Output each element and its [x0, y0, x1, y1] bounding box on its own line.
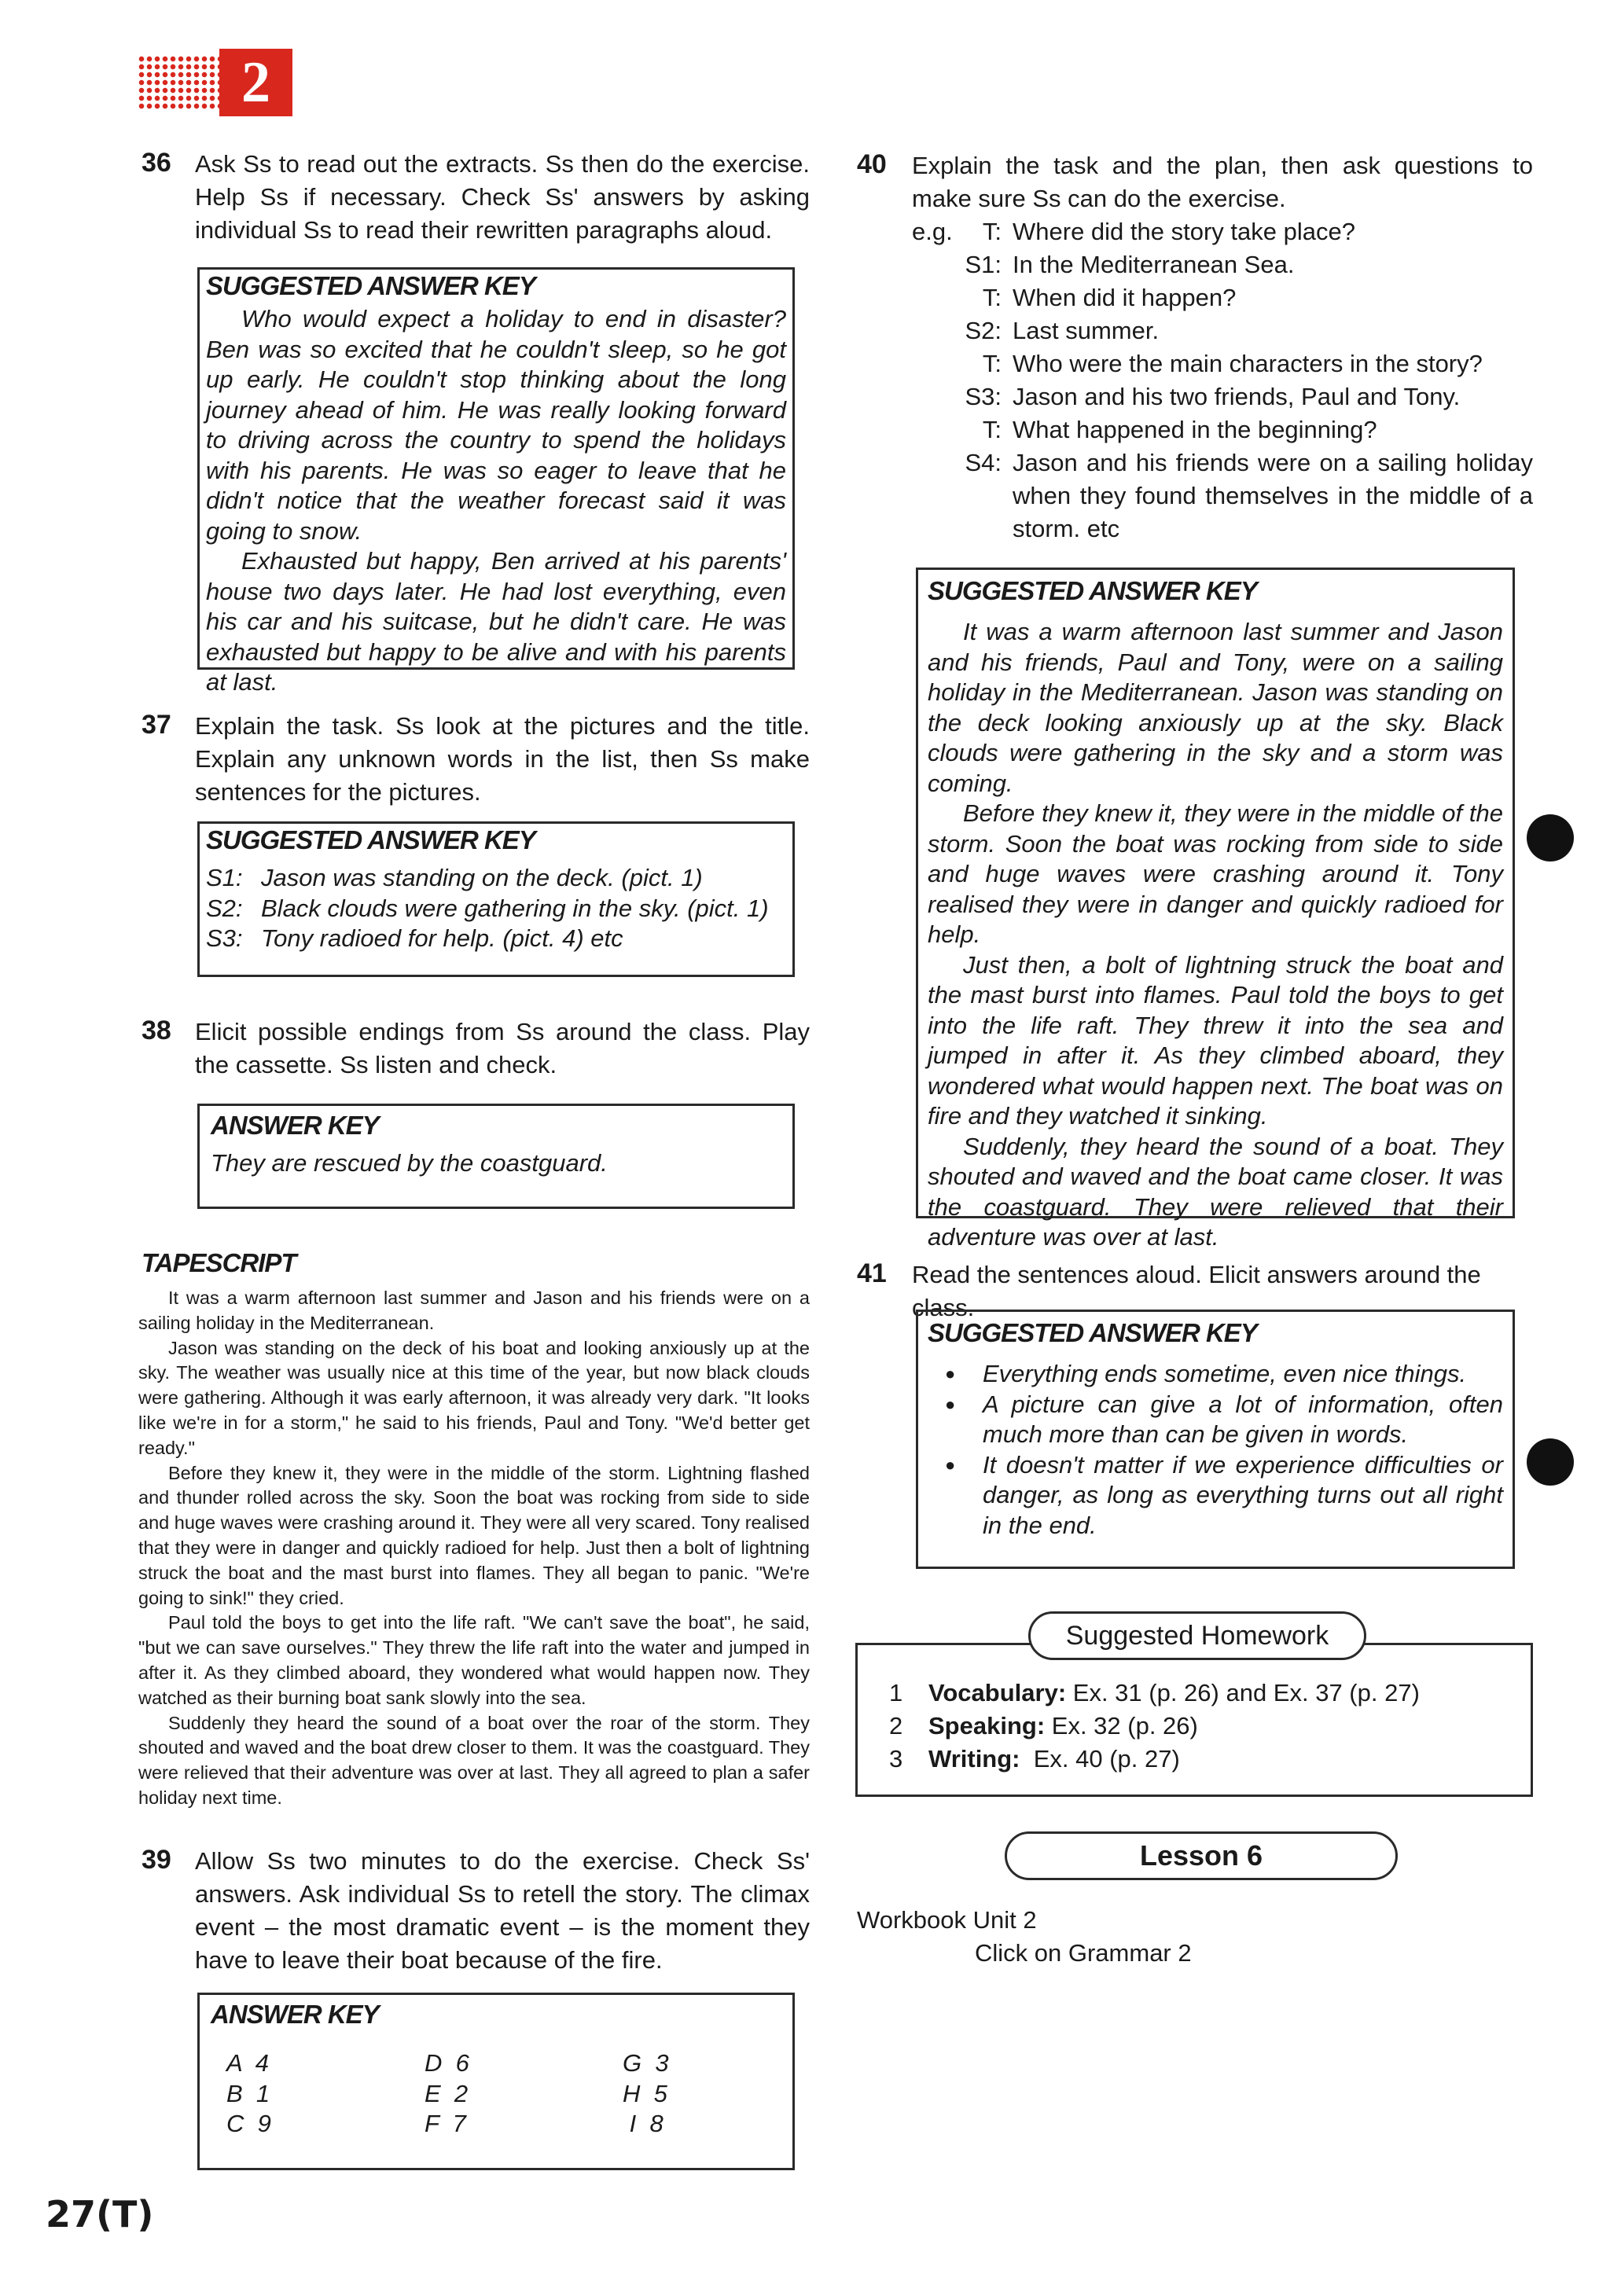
homework-text: Ex. 31 (p. 26) and Ex. 37 (p. 27): [1066, 1679, 1420, 1706]
answer-cell: C 9: [226, 2110, 271, 2137]
answer-line: [206, 894, 786, 924]
tapescript-paragraph: Suddenly they heard the sound of a boat over the roar of the storm. They shouted and waved and the boat drew closer to them. It was the coastguard. They were relieved that their adventure was over at last. They all agreed to plan a safer holiday next time.: [138, 1712, 810, 1808]
speaker-label: T:: [982, 416, 1002, 443]
answer-cell: G 3: [623, 2049, 669, 2077]
speaker-label: S3:: [965, 383, 1002, 410]
answer-key-paragraph: It was a warm afternoon last summer and Jason and his friends, Paul and Tony, were on a sailing holiday in the Mediterranean. Jason was standing on the deck looking anxiously up at the sky. Black clouds were gathering in the sky and a storm was coming.: [928, 618, 1503, 797]
answer-key-paragraph: Who would expect a holiday to end in disaster? Ben was so excited that he couldn't sleep, so he got up early. He couldn't stop thinking about the long journey ahead of him. He was really looking forward to driving across the country to spend the holidays with his parents. He was so eager to leave that he didn't notice that the weather forecast said it was going to snow.: [206, 305, 786, 545]
exercise-41-answer-key: [916, 1310, 1515, 1569]
tapescript-paragraph: Jason was standing on the deck of his boat and looking anxiously up at the sky. The weather was usually nice at this time of the year, but now black clouds were gathering. Although it was early afternoon, it was already very dark. "It looks like we're in for a storm," he said to his friends, Paul and Tony. "We'd better get ready.": [138, 1337, 810, 1458]
answer-cell: H 5: [623, 2079, 667, 2107]
answer-key-title: ANSWER KEY: [211, 1111, 379, 1140]
dialogue-line: [958, 380, 1533, 413]
dialogue-line: [958, 347, 1533, 380]
exercise-40-answer-key: [916, 568, 1515, 1251]
answer-key-paragraph: Before they knew it, they were in the middle of the storm. Soon the boat was rocking from side to side and huge waves were crashing around it. Tony realised they were in danger and quickly radioed for help.: [928, 799, 1503, 948]
dialogue-text: Who were the main characters in the story?: [1013, 350, 1483, 377]
homework-text: Ex. 32 (p. 26): [1045, 1712, 1198, 1739]
answer-key-title: SUGGESTED ANSWER KEY: [206, 825, 535, 854]
dialogue-text: In the Mediterranean Sea.: [1013, 251, 1295, 278]
answer-key-paragraph: Just then, a bolt of lightning struck the boat and the mast burst into flames. Paul told the boys to get into the life raft. They threw it into the sea and jumped in after it. As they climbed aboard, they wondered what would happen next. The boat was on fire and they watched it sinking.: [928, 950, 1503, 1130]
answer-cell: A 4: [226, 2049, 269, 2077]
dialogue-text: Last summer.: [1013, 317, 1160, 344]
dialogue-text: Jason and his friends were on a sailing holiday when they found themselves in the middle of a storm. etc: [1013, 449, 1533, 542]
homework-item: [889, 1677, 1507, 1710]
homework-box: [855, 1643, 1533, 1797]
dialogue-text: What happened in the beginning?: [1013, 416, 1377, 443]
exercise-41-instructions: Read the sentences aloud. Elicit answers around the class.: [912, 1261, 1481, 1321]
exercise-36-instructions: Ask Ss to read out the extracts. Ss then do the exercise. Help Ss if necessary. Check Ss' answers by asking individual Ss to read their rewritten paragraphs aloud.: [195, 150, 810, 244]
exercise-number-37: 37: [142, 710, 171, 740]
homework-label: Vocabulary:: [928, 1679, 1067, 1706]
answer-key-text: They are rescued by the coastguard.: [211, 1149, 608, 1177]
bullet-item: ● Everything ends sometime, even nice things.: [983, 1359, 1503, 1390]
answer-key-title: SUGGESTED ANSWER KEY: [206, 271, 535, 300]
unit-number-box: 2: [219, 49, 292, 116]
speaker-label: S4:: [965, 449, 1002, 476]
speaker-label: S2:: [206, 894, 243, 922]
tapescript-paragraph: Paul told the boys to get into the life raft. "We can't save the boat", he said, "but we can save ourselves." They threw the life raft into the water and jumped in after it. As they climbed aboard, they wondered what would happen now. They watched as their burning boat sank slowly into the sea.: [138, 1612, 810, 1708]
homework-text: Ex. 40 (p. 27): [1020, 1745, 1180, 1773]
exercise-number-36: 36: [142, 148, 171, 178]
homework-title: Suggested Homework: [1028, 1611, 1366, 1660]
homework-label: Writing:: [928, 1745, 1020, 1773]
dialogue-text: Where did the story take place?: [1013, 218, 1355, 245]
answer-key-title: SUGGESTED ANSWER KEY: [928, 576, 1257, 605]
example-dialogue: [958, 215, 1533, 546]
page-number: 27(T): [46, 2193, 154, 2235]
speaker-label: T:: [982, 218, 1002, 245]
bullet-item: ● It doesn't matter if we experience difficulties or danger, as long as everything turns out all right in the end.: [983, 1450, 1503, 1541]
exercise-36-answer-key: [197, 267, 795, 696]
dialogue-line: [958, 314, 1533, 347]
tapescript-paragraph: It was a warm afternoon last summer and Jason and his friends were on a sailing holiday in the Mediterranean.: [138, 1288, 810, 1333]
exercise-40-instructions: Explain the task and the plan, then ask questions to make sure Ss can do the exercise.: [912, 152, 1533, 212]
dialogue-text: Jason and his two friends, Paul and Tony.: [1013, 383, 1461, 410]
answer-key-bullets: [928, 1359, 1503, 1541]
bullet-item: ● A picture can give a lot of information, often much more than can be given in words.: [983, 1390, 1503, 1450]
speaker-label: S3:: [206, 924, 243, 952]
answer-key-paragraph: Suddenly, they heard the sound of a boat. They shouted and waved and the boat came closer. It was the coastguard. They were relieved that their adventure was over at last.: [928, 1132, 1503, 1251]
dialogue-line: [958, 215, 1533, 248]
answer-grid: [211, 2048, 781, 2140]
dialogue-line: [958, 248, 1533, 281]
answer-key-paragraph: Exhausted but happy, Ben arrived at his parents' house two days later. He had lost everything, even his car and his suitcase, but he didn't care. He was exhausted but happy to be alive and with his parents at last.: [206, 547, 786, 696]
speaker-label: T:: [982, 350, 1002, 377]
exercise-37-instructions: Explain the task. Ss look at the pictures and the title. Explain any unknown words in the list, then Ss make sentences for the pictures.: [195, 712, 810, 806]
homework-number: 1: [889, 1679, 903, 1706]
answer-cell: F 7: [425, 2110, 466, 2137]
exercise-number-41: 41: [857, 1258, 887, 1288]
margin-bullet-dot: [1527, 814, 1574, 861]
answer-cell: I 8: [623, 2110, 663, 2137]
answer-text: Tony radioed for help. (pict. 4) etc: [261, 924, 623, 952]
tapescript-body: [138, 1286, 810, 1811]
homework-label: Speaking:: [928, 1712, 1046, 1739]
answer-cell: B 1: [226, 2079, 270, 2107]
homework-item: [889, 1710, 1507, 1743]
tapescript-paragraph: Before they knew it, they were in the middle of the storm. Lightning flashed and thunder rolled across the sky. Soon the boat was rocking from side to side and huge waves were crashing around it. They were all very scared. Tony realised that they were in danger and quickly radioed for help. Just then a bolt of lightning struck the boat and the mast burst into flames. They all began to panic. "We're going to sink!" they cried.: [138, 1462, 810, 1608]
margin-bullet-dot: [1527, 1438, 1574, 1486]
exercise-38-instructions: Elicit possible endings from Ss around the class. Play the cassette. Ss listen and check.: [195, 1018, 810, 1078]
homework-number: 3: [889, 1745, 903, 1773]
exercise-number-38: 38: [142, 1016, 171, 1045]
dialogue-line: [958, 446, 1533, 546]
exercise-39-answer-key: [197, 1993, 795, 2170]
answer-line: [206, 863, 786, 894]
speaker-label: S1:: [965, 251, 1002, 278]
exercise-38-answer-key: [197, 1104, 795, 1209]
speaker-label: S2:: [965, 317, 1002, 344]
dialogue-line: [958, 413, 1533, 446]
workbook-line-2: Click on Grammar 2: [975, 1939, 1192, 1967]
dialogue-line: [958, 281, 1533, 314]
exercise-number-39: 39: [142, 1845, 171, 1875]
answer-line: [206, 924, 786, 954]
speaker-label: S1:: [206, 864, 243, 891]
answer-key-title: SUGGESTED ANSWER KEY: [928, 1318, 1257, 1347]
exercise-39-instructions: Allow Ss two minutes to do the exercise. Check Ss' answers. Ask individual Ss to retell the story. The climax event – the most dramatic event – is the moment they have to leave their boat because of the fire.: [195, 1847, 810, 1974]
eg-label: e.g.: [912, 218, 953, 245]
answer-text: Jason was standing on the deck. (pict. 1): [261, 864, 703, 891]
answer-key-title: ANSWER KEY: [211, 2000, 379, 2029]
answer-cell: E 2: [425, 2079, 469, 2107]
speaker-label: T:: [982, 284, 1002, 311]
exercise-37-answer-key: [197, 821, 795, 977]
tapescript-title: TAPESCRIPT: [142, 1248, 296, 1277]
answer-cell: D 6: [425, 2049, 469, 2077]
unit-badge: [138, 49, 292, 116]
dialogue-text: When did it happen?: [1013, 284, 1237, 311]
badge-dot-pattern: [138, 55, 224, 110]
lesson-title: Lesson 6: [1005, 1831, 1398, 1880]
exercise-number-40: 40: [857, 149, 887, 179]
homework-number: 2: [889, 1712, 903, 1739]
answer-text: Black clouds were gathering in the sky. (pict. 1): [261, 894, 769, 922]
workbook-line-1: Workbook Unit 2: [857, 1906, 1037, 1934]
homework-item: [889, 1743, 1507, 1776]
